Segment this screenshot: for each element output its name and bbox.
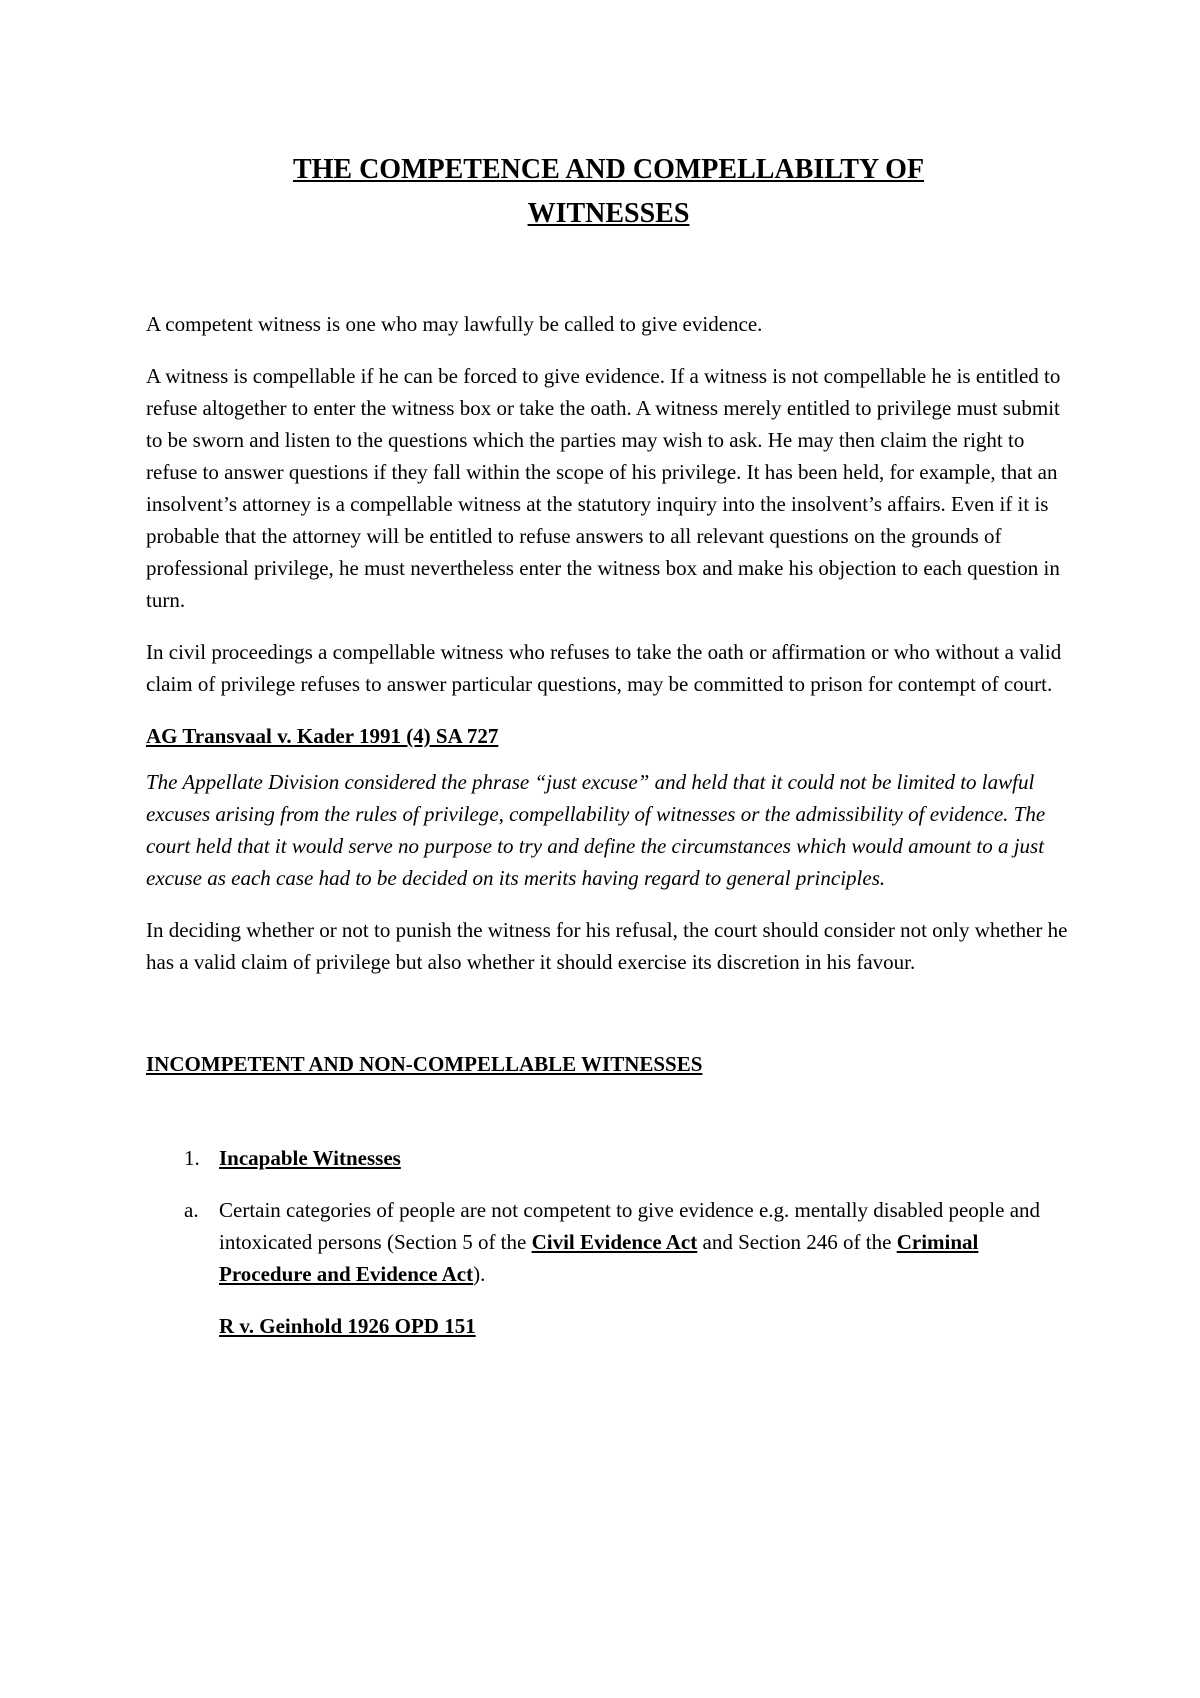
document-content [146,148,1071,1342]
case-heading-geinhold: R v. Geinhold 1926 OPD 151 [219,1314,476,1338]
list-item-a [146,1194,1071,1290]
title-line-1: THE COMPETENCE AND COMPELLABILTY OF [292,154,925,185]
criminal-procedure-act-reference: Criminal Procedure and Evidence Act [219,1230,979,1286]
title-line-2: WITNESSES [527,198,690,229]
list-item-1-label: Incapable Witnesses [219,1146,401,1170]
paragraph-civil-proceedings: In civil proceedings a compellable witness who refuses to take the oath or affirmation or who without a valid claim of privilege refuses to answer particular questions, may be committed to prison for contempt of court. [146,640,1062,696]
paragraph-compellable-witness: A witness is compellable if he can be forced to give evidence. If a witness is not compellable he is entitled to refuse altogether to enter the witness box or take the oath. A witness merely entitled to privilege must submit to be sworn and listen to the questions which the parties may wish to ask. He may then claim the right to refuse to answer questions if they fall within the scope of his privilege. It has been held, for example, that an insolvent’s attorney is a compellable witness at the statutory inquiry into the insolvent’s affairs. Even if it is probable that the attorney will be entitled to refuse answers to all relevant questions on the grounds of professional privilege, he must nevertheless enter the witness box and make his objection to each question in turn. [146,364,1061,612]
list-item-a-text [219,1194,1071,1290]
list-item-a-text-part-1: Certain categories of people are not competent to give evidence e.g. mentally disabled people and intoxicated persons (Section 5 of the [219,1198,1041,1254]
list-marker-1: 1. [184,1146,200,1170]
case-summary-kader: The Appellate Division considered the phrase “just excuse” and held that it could not be limited to lawful excuses arising from the rules of privilege, compellability of witnesses or the admissibility of evidence. The court held that it would serve no purpose to try and define the circumstances which would amount to a just excuse as each case had to be decided on its merits having regard to general principles. [146,770,1046,890]
paragraph-punish-refusal: In deciding whether or not to punish the witness for his refusal, the court should consider not only whether he has a valid claim of privilege but also whether it should exercise its discretion in his favour. [146,918,1068,974]
civil-evidence-act-reference: Civil Evidence Act [531,1230,698,1254]
paragraph-competent-witness: A competent witness is one who may lawfully be called to give evidence. [146,312,763,336]
section-heading-incompetent: INCOMPETENT AND NON-COMPELLABLE WITNESSES [146,1052,703,1076]
case-heading-kader: AG Transvaal v. Kader 1991 (4) SA 727 [146,724,499,748]
list-marker-a: a. [184,1198,199,1222]
list-item-a-text-part-3: ). [473,1262,486,1286]
page-title [146,148,1071,236]
list-item-a-text-part-2: and Section 246 of the [697,1230,897,1254]
list-item-1 [146,1142,1071,1174]
